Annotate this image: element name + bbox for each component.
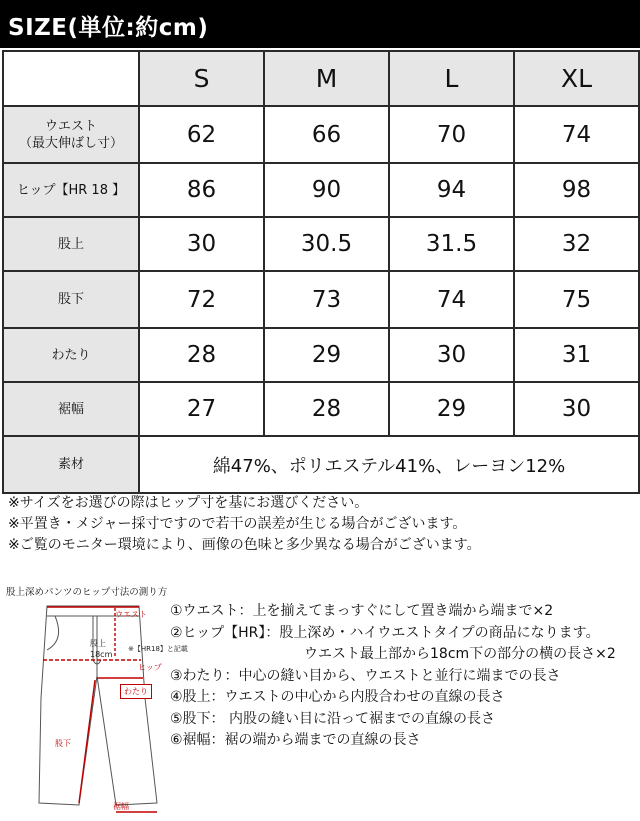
page-title: SIZE(単位:約cm) xyxy=(8,15,209,41)
cell-hip-m: 90 xyxy=(264,163,389,217)
row-label-hem: 裾幅 xyxy=(3,382,139,436)
table-row-rise xyxy=(3,217,639,271)
cell-hip-l: 94 xyxy=(389,163,514,217)
cell-hip-s: 86 xyxy=(139,163,264,217)
measurement-descriptions xyxy=(170,601,616,752)
cell-rise-s: 30 xyxy=(139,217,264,271)
desc-inseam: ⑤股下： 内股の縫い目に沿って裾までの直線の長さ xyxy=(170,710,495,727)
table-row-hem xyxy=(3,382,639,436)
desc-waist: ①ウエスト：上を揃えてまっすぐにして置き端から端まで×2 xyxy=(170,603,554,619)
size-col-s: S xyxy=(139,51,264,106)
table-row-waist xyxy=(3,106,639,163)
pocket-line xyxy=(47,616,59,650)
cell-waist-l: 70 xyxy=(389,106,514,163)
cell-rise-m: 30.5 xyxy=(264,217,389,271)
header-bar xyxy=(0,0,640,48)
cell-inseam-l: 74 xyxy=(389,271,514,328)
desc-hem: ⑥裾幅：裾の端から端までの直線の長さ xyxy=(170,732,421,748)
cell-hem-xl: 30 xyxy=(514,382,639,436)
desc-rise: ④股上：ウエストの中心から内股合わせの直線の長さ xyxy=(170,689,505,705)
cell-rise-xl: 32 xyxy=(514,217,639,271)
cell-inseam-m: 73 xyxy=(264,271,389,328)
inseam-measure-line xyxy=(79,680,95,803)
diagram-label-hip: ヒップ xyxy=(138,663,162,672)
cell-inseam-s: 72 xyxy=(139,271,264,328)
cell-thigh-s: 28 xyxy=(139,328,264,382)
note-measurement-error: ※平置き・メジャー採寸ですので若干の誤差が生じる場合がございます。 xyxy=(8,516,467,532)
row-label-material: 素材 xyxy=(3,436,139,493)
row-label-inseam: 股下 xyxy=(3,271,139,328)
size-col-xl: XL xyxy=(514,51,639,106)
cell-waist-m: 66 xyxy=(264,106,389,163)
cell-inseam-xl: 75 xyxy=(514,271,639,328)
cell-thigh-m: 29 xyxy=(264,328,389,382)
size-header-row xyxy=(3,51,639,106)
note-monitor-color: ※ご覧のモニター環境により、画像の色味と多少異なる場合がございます。 xyxy=(8,537,481,553)
size-col-m: M xyxy=(264,51,389,106)
table-row-material xyxy=(3,436,639,493)
cell-hip-xl: 98 xyxy=(514,163,639,217)
size-table xyxy=(2,50,640,494)
cell-thigh-xl: 31 xyxy=(514,328,639,382)
row-label-rise: 股上 xyxy=(3,217,139,271)
diagram-label-rise: 股上 xyxy=(90,639,106,648)
diagram-title: 股上深めパンツのヒップ寸法の測り方 xyxy=(6,587,168,598)
cell-rise-l: 31.5 xyxy=(389,217,514,271)
row-label-thigh: わたり xyxy=(3,328,139,382)
diagram-label-hem: 裾幅 xyxy=(113,802,129,811)
row-label-hip: ヒップ【HR 18 】 xyxy=(3,163,139,217)
table-row-hip xyxy=(3,163,639,217)
table-corner-cell xyxy=(3,51,139,106)
pants-diagram xyxy=(35,598,167,820)
desc-hip: ②ヒップ【HR】：股上深め・ハイウエストタイプの商品になります。 xyxy=(170,624,600,641)
diagram-label-rise-18: 18cm xyxy=(90,650,113,659)
notes xyxy=(8,493,481,556)
diagram-label-hr-note: ※【HR18】と記載 xyxy=(128,645,188,653)
desc-thigh: ③わたり：中心の縫い目から、ウエストと並行に端までの長さ xyxy=(170,667,561,684)
cell-hem-l: 29 xyxy=(389,382,514,436)
table-row-thigh xyxy=(3,328,639,382)
row-label-waist-line2: （最大伸ばし寸） xyxy=(18,135,123,151)
row-label-waist xyxy=(3,106,139,163)
desc-hip-detail: ウエスト最上部から18cm下の部分の横の長さ×2 xyxy=(304,646,616,662)
note-size-choice: ※サイズをお選びの際はヒップ寸を基にお選びください。 xyxy=(8,495,369,511)
pants-outline xyxy=(39,606,157,805)
cell-hem-m: 28 xyxy=(264,382,389,436)
table-row-inseam xyxy=(3,271,639,328)
row-label-waist-line1: ウエスト xyxy=(44,118,97,134)
diagram-label-inseam: 股下 xyxy=(55,739,71,748)
diagram-label-thigh: わたり xyxy=(120,684,152,699)
cell-material: 綿47%、ポリエステル41%、レーヨン12% xyxy=(139,436,639,493)
cell-waist-s: 62 xyxy=(139,106,264,163)
size-col-l: L xyxy=(389,51,514,106)
cell-hem-s: 27 xyxy=(139,382,264,436)
cell-thigh-l: 30 xyxy=(389,328,514,382)
cell-waist-xl: 74 xyxy=(514,106,639,163)
diagram-label-waist: ウエスト xyxy=(115,610,147,619)
